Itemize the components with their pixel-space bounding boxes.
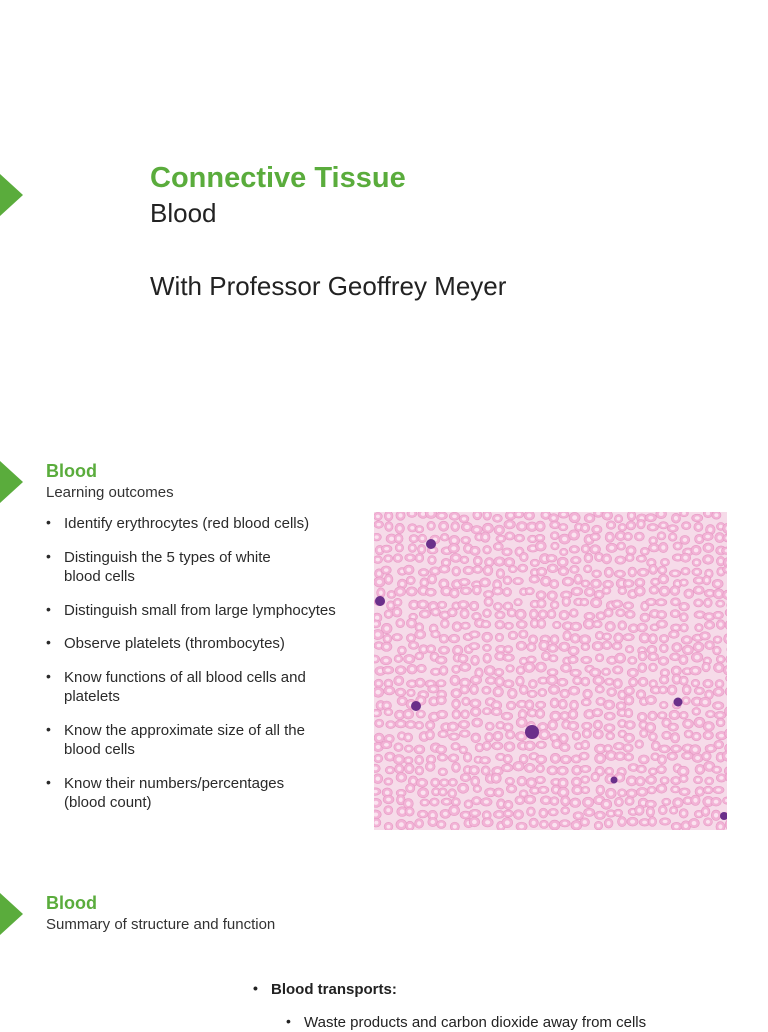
- section-subtitle: Learning outcomes: [46, 484, 174, 501]
- section-subtitle: Summary of structure and function: [46, 916, 275, 933]
- slide-arrow-marker: [0, 893, 23, 935]
- list-item: • Distinguish small from large lymphocytes: [46, 601, 356, 621]
- list-item: • Know functions of all blood cells and platelets: [46, 668, 334, 707]
- list-item: • Waste products and carbon dioxide away from cells: [286, 1013, 646, 1032]
- blood-smear-micrograph: [374, 512, 727, 830]
- slide-arrow-marker: [0, 174, 23, 216]
- list-item: • Know their numbers/percentages (blood count): [46, 774, 314, 813]
- list-item: • Distinguish the 5 types of white blood cells: [46, 548, 304, 587]
- blood-smear-image: [374, 512, 727, 830]
- list-item: • Identify erythrocytes (red blood cells): [46, 514, 356, 534]
- list-heading: • Blood transports:: [253, 980, 646, 999]
- slide-title: Connective Tissue: [150, 162, 406, 195]
- slide-arrow-marker: [0, 461, 23, 503]
- presenter-name: With Professor Geoffrey Meyer: [150, 271, 506, 302]
- slide-subtitle: Blood: [150, 198, 217, 229]
- learning-outcomes-list: [46, 514, 356, 827]
- section-title: Blood: [46, 461, 97, 482]
- list-item: • Know the approximate size of all the blood cells: [46, 721, 334, 760]
- list-item: • Observe platelets (thrombocytes): [46, 634, 356, 654]
- section-title: Blood: [46, 893, 97, 914]
- transport-list: [253, 980, 646, 1032]
